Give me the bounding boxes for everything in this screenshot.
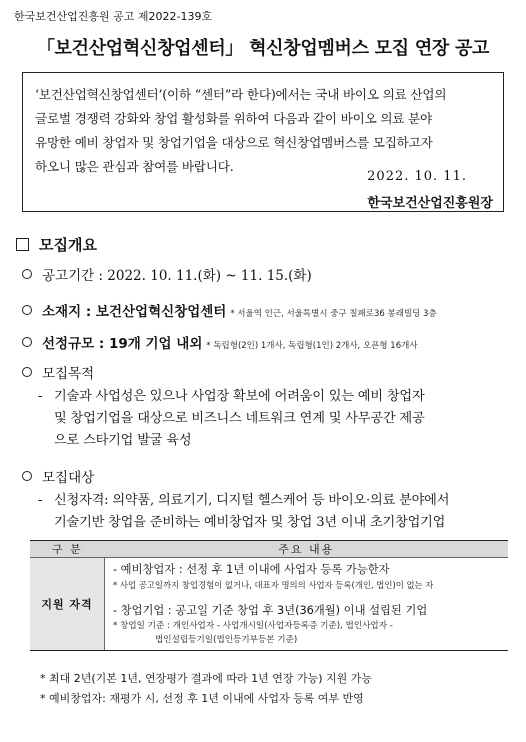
- page-title: 「보건산업혁신창업센터」 혁신창업멤버스 모집 연장 공고: [36, 38, 490, 59]
- intro-text: [35, 83, 491, 179]
- intro-line: 글로벌 경쟁력 강화와 창업 활성화를 위하여 다음과 같이 바이오 의료 분야: [35, 111, 432, 126]
- table-header-row: [30, 541, 508, 558]
- circle-bullet-icon: [22, 337, 32, 347]
- target-heading-text: 모집대상: [42, 470, 95, 486]
- footnote: * 예비창업자: 재평가 시, 선정 후 1년 이내에 사업자 등록 여부 반영: [40, 692, 364, 705]
- scale-note: * 독립형(2인) 1개사, 독립형(1인) 2개사, 오픈형 16개사: [206, 341, 418, 351]
- intro-line: ‘보건산업혁신창업센터’(이하 “센터”라 한다)에서는 국내 바이오 의료 산업의: [35, 87, 447, 102]
- issuing-organization: 한국보건산업진흥원장: [367, 196, 493, 211]
- purpose-line: 으로 스타기업 발굴 육성: [54, 433, 192, 448]
- period-text: 공고기간 : 2022. 10. 11.(화) ~ 11. 15.(화): [42, 268, 312, 284]
- target-line: 신청자격: 의약품, 의료기기, 디지털 헬스케어 등 바이오·의료 분야에서: [54, 493, 450, 508]
- table-row: [30, 558, 508, 651]
- purpose-line: 기술과 사업성은 있으나 사업장 확보에 어려움이 있는 예비 창업자: [54, 389, 425, 404]
- target-heading: [22, 466, 94, 486]
- footnote: * 최대 2년(기본 1년, 연장평가 결과에 따라 1년 연장 가능) 지원 가능: [40, 672, 373, 685]
- purpose-paragraph: - 기술과 사업성은 있으나 사업장 확보에 어려움이 있는 예비 창업자 및 창업기업을 대상으로 비즈니스 네트워크 연계 및 사무공간 제공 으로 스타기업 발굴 육성: [40, 386, 502, 452]
- square-bullet-icon: [16, 238, 29, 251]
- purpose-heading-text: 모집목적: [42, 366, 95, 382]
- circle-bullet-icon: [22, 471, 32, 481]
- announcement-date: 2022. 10. 11.: [367, 169, 467, 184]
- circle-bullet-icon: [22, 269, 32, 279]
- table-category-cell: 지원 자격: [30, 558, 105, 651]
- scale-item: [22, 332, 418, 352]
- startup-note-cont: 법인설립등기일(법인등기부등본 기준): [155, 635, 298, 645]
- pre-founder-line: - 예비창업자 : 선정 후 1년 이내에 사업자 등록 가능한자: [113, 563, 390, 576]
- circle-bullet-icon: [22, 305, 32, 315]
- location-item: [22, 300, 437, 320]
- location-text: 소재지 : 보건산업혁신창업센터: [42, 304, 227, 320]
- location-note: * 서울역 인근, 서울특별시 중구 칠패로36 봉래빌딩 3층: [230, 309, 437, 319]
- intro-box: [22, 72, 504, 212]
- intro-line: 유망한 예비 창업자 및 창업기업을 대상으로 혁신창업멤버스를 모집하고자: [35, 135, 433, 150]
- target-line: 기술기반 창업을 준비하는 예비창업자 및 창업 3년 이내 초기창업기업: [54, 515, 446, 530]
- document-id: 한국보건산업진흥원 공고 제2022-139호: [14, 10, 213, 23]
- table-content-cell: [105, 558, 509, 651]
- table-header-category: 구 분: [30, 541, 105, 558]
- purpose-line: 및 창업기업을 대상으로 비즈니스 네트워크 연계 및 사무공간 제공: [54, 411, 425, 426]
- period-item: [22, 264, 312, 284]
- table-header-content: 주요 내용: [105, 541, 509, 558]
- startup-line: - 창업기업 : 공고일 기준 창업 후 3년(36개월) 이내 설립된 기업: [113, 604, 428, 617]
- target-paragraph: - 신청자격: 의약품, 의료기기, 디지털 헬스케어 등 바이오·의료 분야에서 기술기반 창업을 준비하는 예비창업자 및 창업 3년 이내 초기창업기업: [40, 490, 502, 534]
- purpose-heading: [22, 362, 94, 382]
- intro-line: 하오니 많은 관심과 참여를 바랍니다.: [35, 159, 234, 174]
- circle-bullet-icon: [22, 367, 32, 377]
- section-heading: [16, 234, 97, 255]
- scale-text: 선정규모 : 19개 기업 내외: [42, 336, 203, 352]
- startup-note: * 창업일 기준 : 개인사업자 - 사업개시일(사업자등록증 기준), 법인사업자 -: [113, 621, 393, 631]
- section-heading-text: 모집개요: [39, 236, 97, 254]
- eligibility-table: [30, 540, 508, 651]
- pre-founder-note: * 사업 공고일까지 창업경험이 없거나, 대표자 명의의 사업자 등록(개인, 법인)이 없는 자: [113, 580, 434, 590]
